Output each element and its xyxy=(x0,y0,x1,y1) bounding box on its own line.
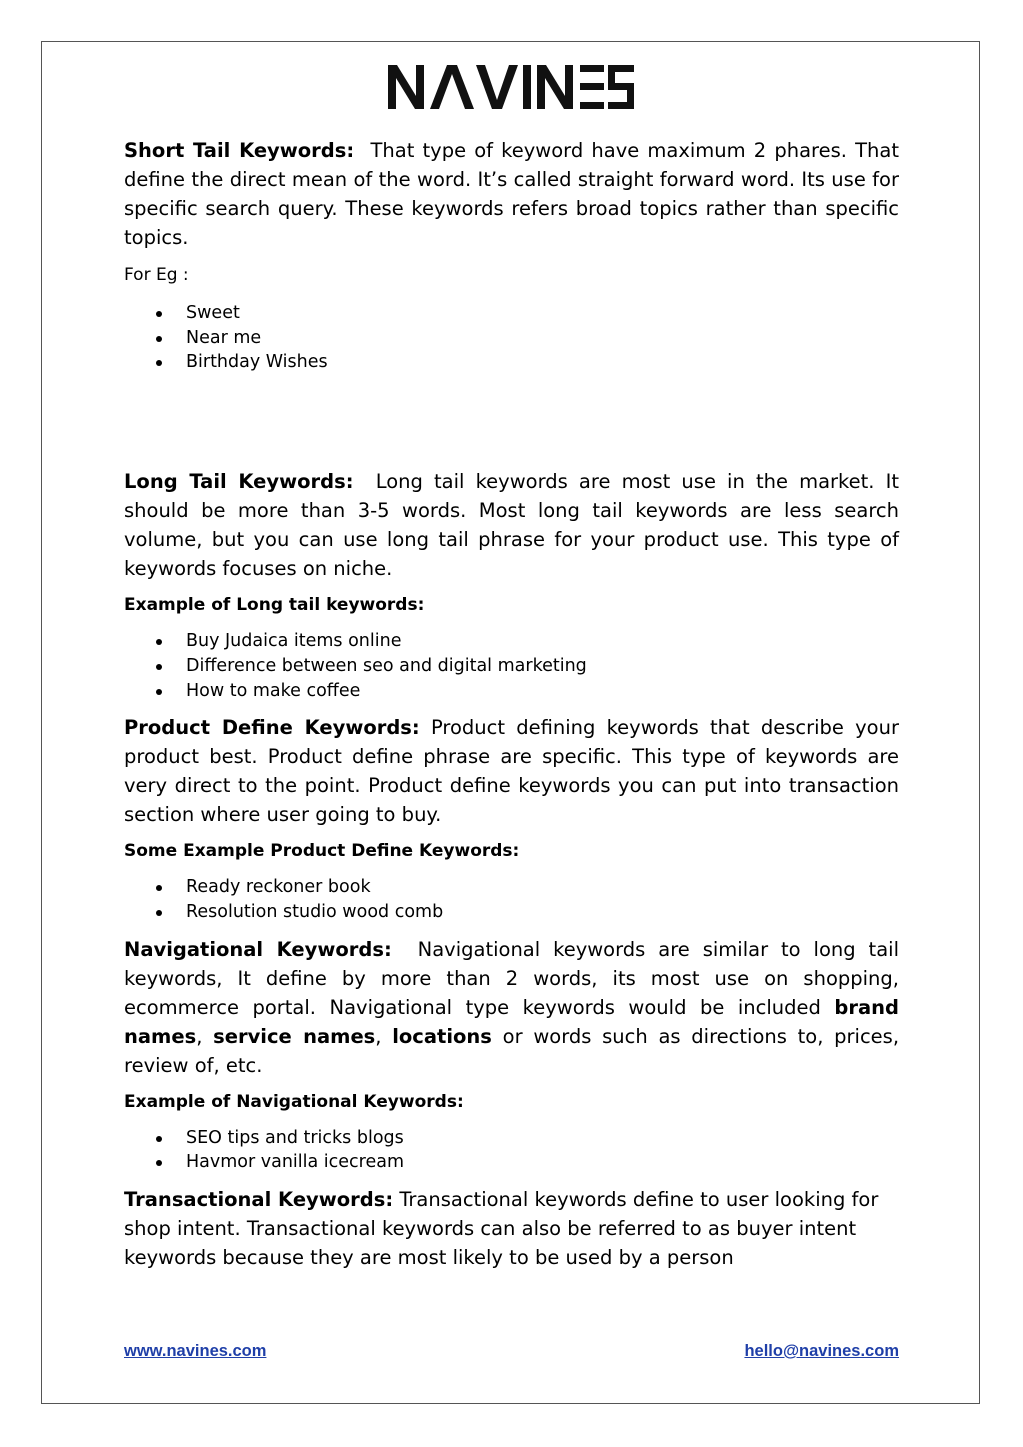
list-item: Ready reckoner book xyxy=(124,875,899,900)
navigational-list xyxy=(124,1126,899,1175)
transactional-body: Transactional keywords define to user looking for shop intent. Transactional keywords can also be referred to as buyer intent keywords because they are most likely to be used by a person xyxy=(124,1188,879,1270)
list-item: Sweet xyxy=(124,301,899,326)
long-tail-paragraph xyxy=(124,467,899,583)
bullet-icon xyxy=(156,689,162,695)
list-item: Resolution studio wood comb xyxy=(124,900,899,925)
navigational-body-end: or words such as directions to, prices, review of, etc. xyxy=(124,1024,900,1077)
email-link[interactable]: hello@navines.com xyxy=(744,1342,899,1360)
product-define-list xyxy=(124,875,899,924)
list-item: Difference between seo and digital marketing xyxy=(124,654,899,679)
long-tail-list xyxy=(124,629,899,703)
bullet-icon xyxy=(156,1136,162,1142)
list-item: How to make coffee xyxy=(124,679,899,704)
list-item: SEO tips and tricks blogs xyxy=(124,1126,899,1151)
short-tail-example-label: For Eg : xyxy=(124,265,189,285)
bullet-icon xyxy=(156,885,162,891)
navigational-body-start: Navigational keywords are similar to long tail keywords, It define by more than 2 words, its most use on shopping, ecommerce portal. Navigational type keywords would be included xyxy=(124,937,899,1019)
bullet-icon xyxy=(156,639,162,645)
product-define-example-label: Some Example Product Define Keywords: xyxy=(124,841,520,862)
short-tail-heading: Short Tail Keywords: xyxy=(124,139,355,162)
navigational-bold-brand: brand names xyxy=(124,995,899,1048)
navines-logo xyxy=(386,62,636,112)
short-tail-list xyxy=(124,301,899,375)
navigational-bold-locations: locations xyxy=(392,1024,492,1048)
long-tail-example-label: Example of Long tail keywords: xyxy=(124,595,425,616)
navigational-bold-service: service names xyxy=(213,1024,376,1048)
product-define-heading: Product Define Keywords: xyxy=(124,716,420,740)
transactional-paragraph xyxy=(124,1185,899,1272)
bullet-icon xyxy=(156,311,162,317)
short-tail-paragraph xyxy=(124,136,899,252)
bullet-icon xyxy=(156,910,162,916)
list-item: Birthday Wishes xyxy=(124,350,899,375)
bullet-icon xyxy=(156,360,162,366)
product-define-body: Product defining keywords that describe your product best. Product define phrase are specific. This type of keywords are very direct to the point. Product define keywords you can put into transaction section where user going to buy. xyxy=(124,716,899,827)
list-item: Havmor vanilla icecream xyxy=(124,1150,899,1175)
bullet-icon xyxy=(156,664,162,670)
long-tail-heading: Long Tail Keywords: xyxy=(124,470,354,494)
document-content xyxy=(124,136,899,1272)
bullet-icon xyxy=(156,1160,162,1166)
bullet-icon xyxy=(156,336,162,342)
navigational-heading: Navigational Keywords: xyxy=(124,937,392,961)
product-define-paragraph xyxy=(124,713,899,829)
list-item: Near me xyxy=(124,326,899,351)
short-tail-body: That type of keyword have maximum 2 phares. That define the direct mean of the word. It’s called straight forward word. Its use for specific search query. These keywords refers broad topics rather than specific topics. xyxy=(124,139,900,249)
website-link[interactable]: www.navines.com xyxy=(124,1342,267,1360)
navigational-example-label: Example of Navigational Keywords: xyxy=(124,1091,464,1112)
long-tail-body: Long tail keywords are most use in the market. It should be more than 3-5 words. Most long tail keywords are less search volume, but you can use long tail phrase for your product use. This type of keywords focuses on niche. xyxy=(124,470,899,581)
transactional-heading: Transactional Keywords: xyxy=(124,1188,394,1212)
navigational-paragraph: Navigational Keywords: Navigational keywords are similar to long tail keywords, It define by more than 2 words, its most use on shopping, ecommerce portal. Navigational type keywords would be included brand names, service names, locations or words such as directions to, prices, review of, etc. xyxy=(124,937,900,1077)
list-item: Buy Judaica items online xyxy=(124,629,899,654)
